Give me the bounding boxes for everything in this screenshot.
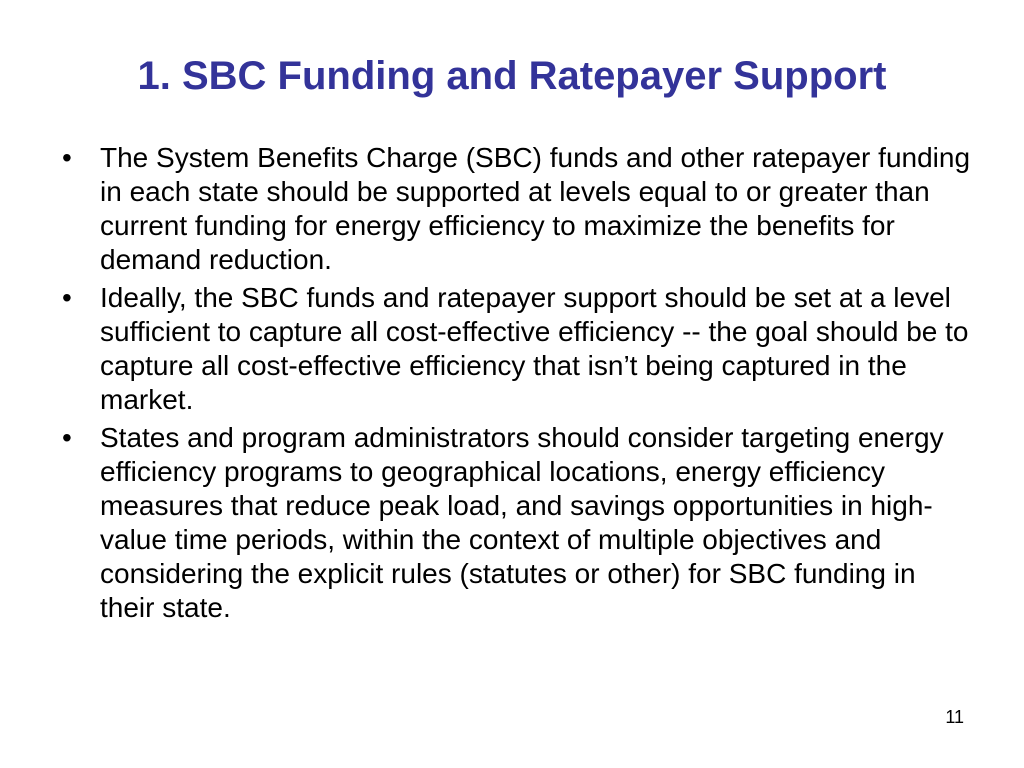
bullet-text: States and program administrators should consider targeting energy efficiency programs to geographical locations, energy efficiency measures that reduce peak load, and savings opportunities in high-value time periods, within the context of multiple objectives and considering the explicit rules (statutes or other) for SBC funding in their state. bbox=[100, 422, 944, 623]
page-number: 11 bbox=[945, 707, 964, 727]
bullet-text: Ideally, the SBC funds and ratepayer support should be set at a level sufficient to capture all cost-effective efficiency -- the goal should be to capture all cost-effective efficiency that isn’t being captured in the market. bbox=[100, 282, 969, 415]
slide-title: 1. SBC Funding and Ratepayer Support bbox=[137, 54, 887, 98]
bullet-text: The System Benefits Charge (SBC) funds and other ratepayer funding in each state should be supported at levels equal to or greater than current funding for energy efficiency to maximize the benefits for demand reduction. bbox=[100, 142, 971, 275]
bullet-icon: • bbox=[62, 142, 72, 173]
bullet-icon: • bbox=[62, 422, 72, 453]
bullet-item bbox=[62, 141, 972, 277]
bullet-item bbox=[62, 421, 972, 625]
bullet-item bbox=[62, 281, 972, 417]
bullet-icon: • bbox=[62, 282, 72, 313]
bullet-list bbox=[62, 141, 972, 629]
